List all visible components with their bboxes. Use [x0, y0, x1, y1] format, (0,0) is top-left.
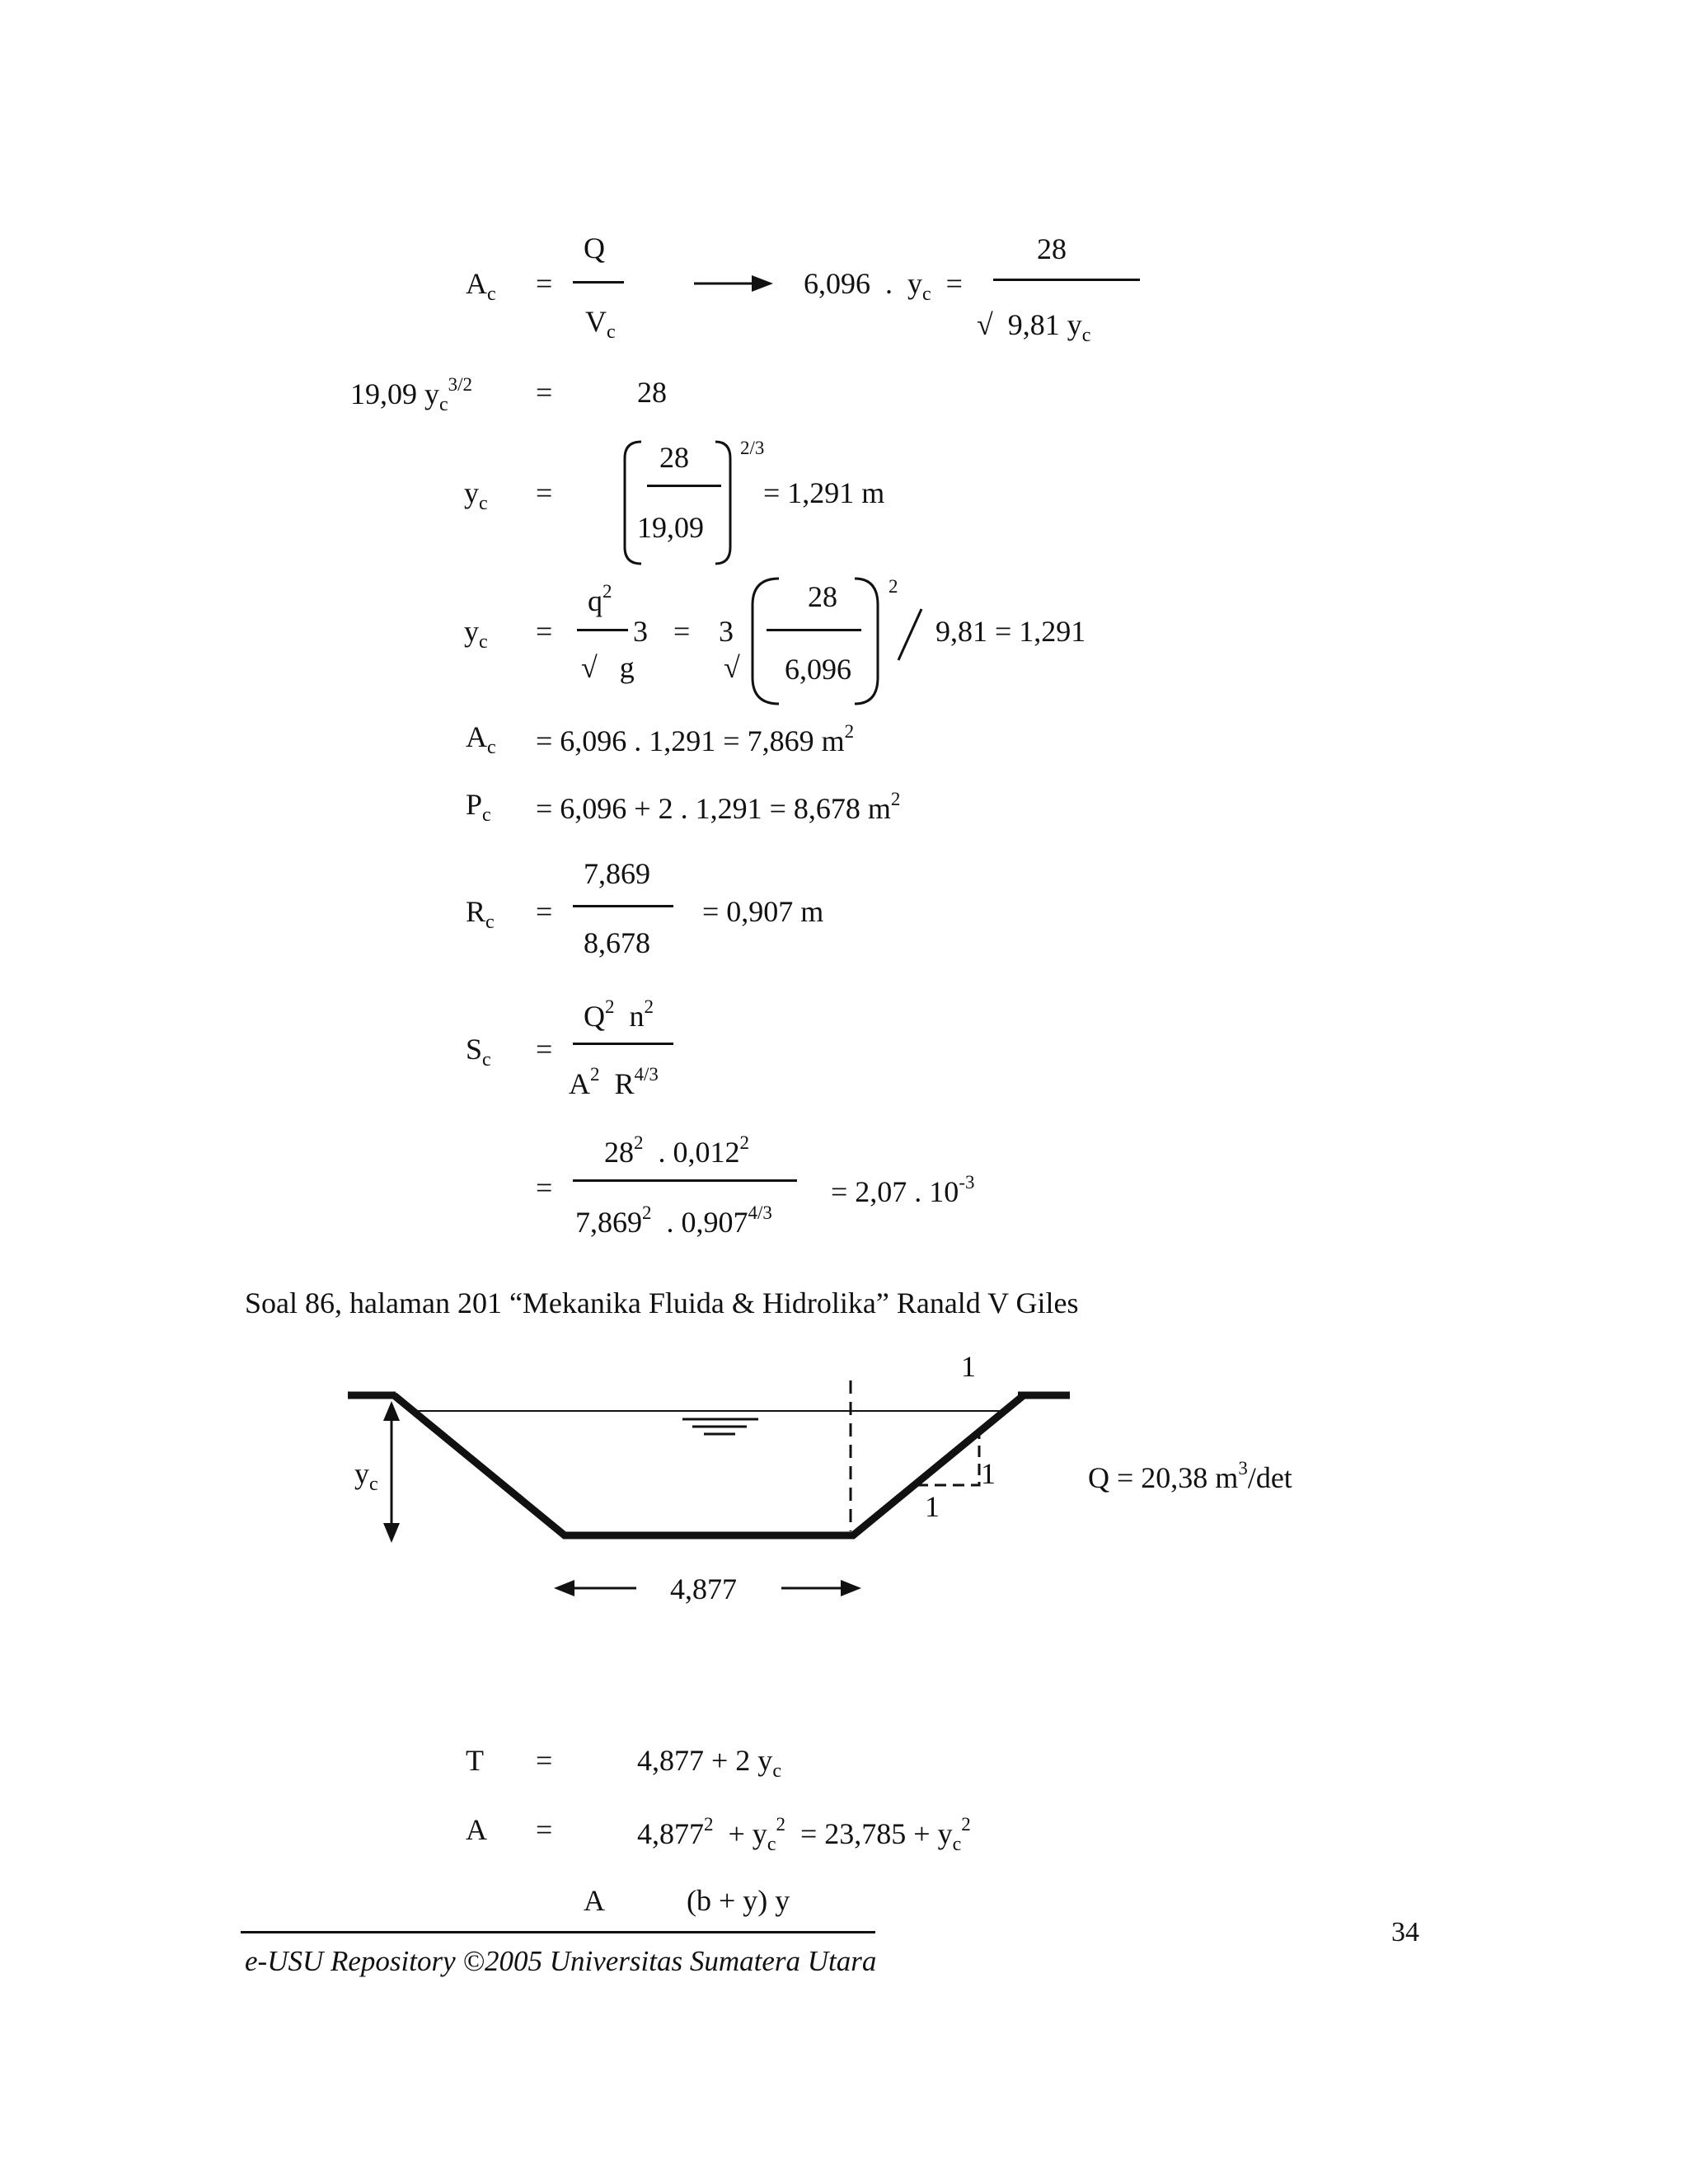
- eq4-q-squared: $q^2$: [588, 581, 612, 617]
- eq4-equals-2: =: [673, 615, 691, 648]
- eq1-fraction-bar: [573, 281, 624, 284]
- eq2-rhs: 28: [637, 376, 667, 409]
- eq2-equals: =: [536, 376, 553, 409]
- eqT-equals: =: [536, 1744, 553, 1777]
- eq3-fraction-bar: [647, 485, 721, 487]
- eq3-numerator: 28: [659, 441, 689, 474]
- footer-text: e-USU Repository ©2005 Universitas Sumatera Utara: [245, 1945, 877, 1977]
- implies-arrow-icon: [692, 274, 775, 293]
- eq1-rhs-denominator: √ 9,81 $y_c$: [977, 308, 1091, 346]
- eq4-fraction-bar-2: [767, 629, 861, 631]
- eq7-lhs: $R_c$: [466, 895, 495, 933]
- eq2-lhs: 19,09 $y_c^{3/2}$: [350, 374, 473, 415]
- eq4-lhs: $y_c$: [464, 615, 488, 653]
- eq1-numerator: Q: [584, 232, 605, 265]
- eq3-denominator: 19,09: [637, 511, 704, 544]
- eq7-fraction-bar: [573, 905, 673, 907]
- eq7-denominator: 8,678: [584, 926, 650, 959]
- slope-label-top: 1: [961, 1350, 976, 1383]
- eqT-rhs: 4,877 + 2 $y_c$: [637, 1744, 781, 1782]
- eqA2-lhs: A: [584, 1884, 605, 1917]
- eq6-lhs: $P_c$: [466, 788, 491, 826]
- eq5-rhs: = 6,096 . 1,291 = 7,869 $m^2$: [536, 721, 855, 757]
- eq9-numerator: $28^2$ . 0,012$^2$: [604, 1132, 749, 1169]
- eq1-rhs-expression: 6,096 . $y_c$ =: [804, 267, 963, 305]
- eq4-sqrt-g: √ g: [581, 651, 635, 684]
- eq9-equals: =: [536, 1171, 553, 1204]
- bottom-width-label: 4,877: [670, 1572, 737, 1605]
- eq6-rhs: = 6,096 + 2 . 1,291 = 8,678 $m^2$: [536, 789, 901, 825]
- eq7-numerator: 7,869: [584, 857, 650, 890]
- eq8-denominator: $A^2$ $R^{4/3}$: [569, 1064, 659, 1100]
- eq8-fraction-bar: [573, 1043, 673, 1045]
- page-number: 34: [1391, 1917, 1419, 1947]
- eq4-tail: 9,81 = 1,291: [935, 615, 1086, 648]
- slope-label-horizontal: 1: [925, 1490, 940, 1523]
- eq9-result: = 2,07 . $10^{-3}$: [831, 1172, 975, 1208]
- eq3-exponent: 2/3: [740, 438, 765, 458]
- eq5-lhs: $A_c$: [466, 720, 496, 758]
- eq4-equals: =: [536, 615, 553, 648]
- footer-rule: [241, 1931, 875, 1933]
- eq4-numerator: 28: [808, 580, 837, 613]
- water-level-icon: [682, 1419, 758, 1434]
- eq1-rhs-fraction-bar: [993, 279, 1140, 281]
- flow-rate-label: Q = 20,38 $m^3/\det$: [1088, 1458, 1292, 1494]
- eq4-root-index: 3: [633, 615, 648, 648]
- eq1-denominator: $V_c$: [585, 305, 616, 343]
- eq3-lhs: $y_c$: [464, 476, 488, 514]
- eq7-result: = 0,907 m: [702, 895, 824, 928]
- eq4-denominator: 6,096: [785, 653, 851, 686]
- division-slash-icon: [894, 606, 927, 663]
- eqA-equals: =: [536, 1813, 553, 1846]
- eq4-fraction-bar: [577, 629, 628, 631]
- slope-label-vertical: 1: [981, 1457, 996, 1490]
- eq4-root-index-2: 3: [719, 615, 734, 648]
- eq1-rhs-numerator: 28: [1037, 232, 1067, 265]
- width-left-arrow-icon: [359, 1580, 636, 1596]
- eq4-exponent: 2: [889, 576, 898, 597]
- eq3-result: = 1,291 m: [763, 476, 885, 509]
- eq9-denominator: 7,869$^2$ . $0,907^{4/3}$: [575, 1202, 772, 1239]
- width-right-arrow-icon: [781, 1580, 861, 1596]
- eq9-fraction-bar: [573, 1179, 797, 1182]
- eqA-lhs: A: [466, 1813, 487, 1846]
- eqA2-expr: (b + y) y: [687, 1884, 790, 1917]
- eqA-rhs: $4,877^2 + y_c^2 = 23,785 + y_c^2$: [637, 1814, 971, 1855]
- eq4-sqrt-symbol: √: [724, 651, 740, 684]
- eq8-numerator: $Q^2$ $n^2$: [584, 996, 654, 1033]
- eqT-lhs: T: [466, 1744, 484, 1777]
- eq8-lhs: $S_c$: [466, 1033, 491, 1071]
- eq1-equals: =: [536, 267, 553, 300]
- eq7-equals: =: [536, 895, 553, 928]
- problem-heading: Soal 86, halaman 201 “Mekanika Fluida & Hidrolika” Ranald V Giles: [245, 1286, 1079, 1319]
- depth-arrow-icon: [383, 1401, 400, 1543]
- eq8-equals: =: [536, 1033, 553, 1066]
- eq3-equals: =: [536, 476, 553, 509]
- eq1-lhs: $A_c$: [466, 267, 496, 305]
- depth-label: $y_c$: [354, 1457, 378, 1495]
